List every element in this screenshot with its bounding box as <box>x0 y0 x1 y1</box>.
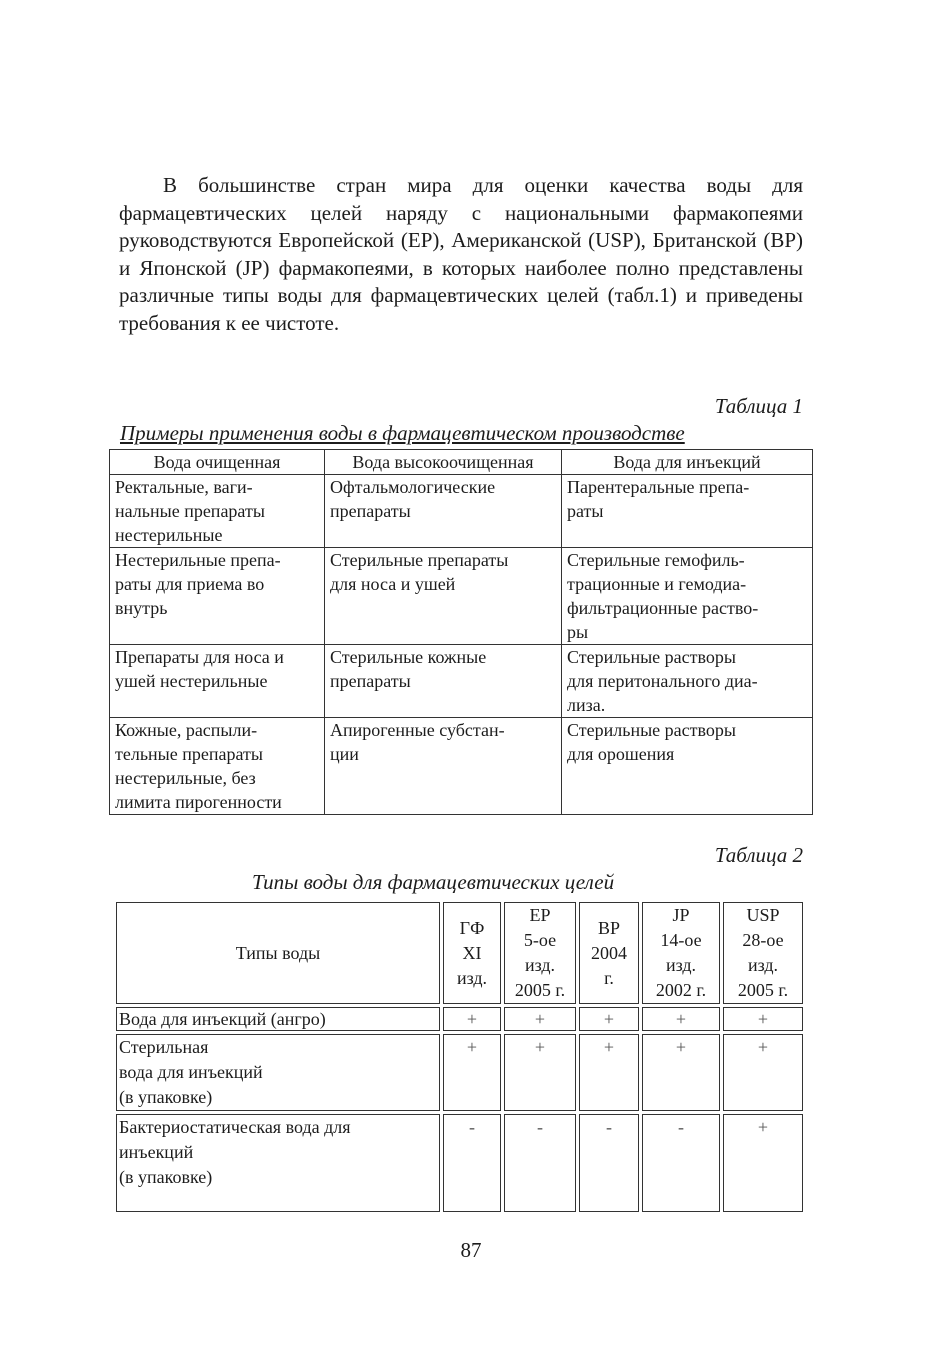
table1-row <box>110 548 813 645</box>
table2-cell-name: Стерильная вода для инъекций (в упаковке) <box>116 1034 440 1111</box>
table1-cell: Стерильные гемофиль- трационные и гемодиа- фильтрационные раство- ры <box>562 548 813 645</box>
table1 <box>109 449 813 815</box>
table2-row <box>116 1114 803 1212</box>
table2-label: Таблица 2 <box>714 843 803 867</box>
table2 <box>113 899 806 1215</box>
table2-cell: - <box>579 1114 639 1212</box>
table1-cell: Кожные, распыли- тельные препараты нестерильные, без лимита пирогенности <box>110 718 325 815</box>
table1-cell: Парентеральные препа- раты <box>562 475 813 548</box>
table1-header-cell: Вода очищенная <box>110 450 325 475</box>
table1-cell: Стерильные кожные препараты <box>325 645 562 718</box>
intro-paragraph: В большинстве стран мира для оценки качества воды для фармацевтических целей наряду с национальными фармакопеями руководствуются Европейской (ЕР), Американской (USP), Британской (ВР) и Японской (JP) фармакопеями, в которых наиболее полно представлены различные типы воды для фармацевтических целей (табл.1) и приведены требования к ее чистоте. <box>119 173 803 335</box>
table2-header-cell: USP 28-ое изд. 2005 г. <box>723 902 803 1004</box>
table2-cell: + <box>443 1034 501 1111</box>
table1-cell: Стерильные растворы для орошения <box>562 718 813 815</box>
table1-cell: Стерильные растворы для перитонального диа- лиза. <box>562 645 813 718</box>
table2-header-cell: JP 14-ое изд. 2002 г. <box>642 902 720 1004</box>
table2-cell: - <box>642 1114 720 1212</box>
table2-header-cell: ВР 2004 г. <box>579 902 639 1004</box>
table2-header-cell: Типы воды <box>116 902 440 1004</box>
table2-header-cell: ГФ XI изд. <box>443 902 501 1004</box>
table2-cell: + <box>642 1007 720 1031</box>
table1-cell: Нестерильные препа- раты для приема во внутрь <box>110 548 325 645</box>
table2-header-row <box>116 902 803 1004</box>
table2-row <box>116 1034 803 1111</box>
table2-cell: + <box>443 1007 501 1031</box>
table2-cell: + <box>723 1114 803 1212</box>
table2-header-cell: ЕР 5-ое изд. 2005 г. <box>504 902 576 1004</box>
table1-row <box>110 645 813 718</box>
table2-cell: - <box>504 1114 576 1212</box>
table2-cell: + <box>642 1034 720 1111</box>
table1-cell: Ректальные, ваги- нальные препараты нестерильные <box>110 475 325 548</box>
table2-title: Типы воды для фармацевтических целей <box>252 870 615 894</box>
page-number: 87 <box>460 1238 482 1262</box>
table1-header-cell: Вода высокоочищенная <box>325 450 562 475</box>
table1-row <box>110 718 813 815</box>
table1-row <box>110 475 813 548</box>
table1-label: Таблица 1 <box>714 394 803 418</box>
table2-cell: + <box>723 1034 803 1111</box>
table1-cell: Стерильные препараты для носа и ушей <box>325 548 562 645</box>
table1-title: Примеры применения воды в фармацевтическом производстве <box>120 421 685 445</box>
table2-cell-name: Бактериостатическая вода для инъекций (в упаковке) <box>116 1114 440 1212</box>
table2-cell: + <box>579 1007 639 1031</box>
table1-cell: Офтальмологические препараты <box>325 475 562 548</box>
table1-header-cell: Вода для инъекций <box>562 450 813 475</box>
table1-header-row <box>110 450 813 475</box>
table2-row <box>116 1007 803 1031</box>
table2-cell: + <box>504 1007 576 1031</box>
table2-cell: + <box>504 1034 576 1111</box>
table2-cell-name: Вода для инъекций (ангро) <box>116 1007 440 1031</box>
table2-cell: - <box>443 1114 501 1212</box>
table2-cell: + <box>723 1007 803 1031</box>
table1-cell: Препараты для носа и ушей нестерильные <box>110 645 325 718</box>
table2-cell: + <box>579 1034 639 1111</box>
table1-cell: Апирогенные субстан- ции <box>325 718 562 815</box>
